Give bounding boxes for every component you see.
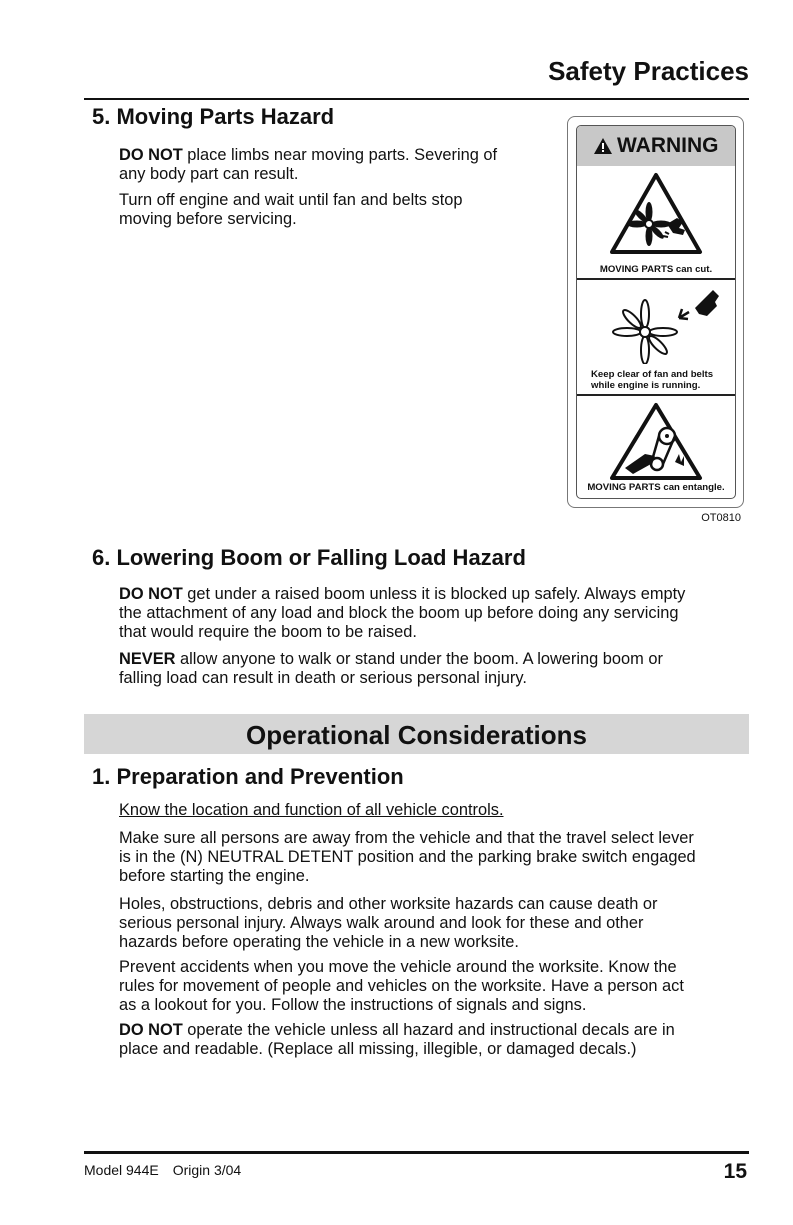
header-rule (84, 98, 749, 100)
text-line: operate the vehicle unless all hazard and instructional decals are in (182, 1021, 675, 1039)
band-title: Operational Considerations (246, 720, 587, 750)
preparation-paragraph-4 (119, 958, 684, 1015)
decal-panel-divider (577, 278, 735, 280)
decal-caption-keep-clear-2: while engine is running. (591, 380, 701, 391)
decal-caption-cut: MOVING PARTS can cut. (599, 264, 713, 275)
warning-decal-inner (576, 125, 736, 499)
belt-entangle-hand-icon (609, 402, 703, 482)
text-line: as a lookout for you. Follow the instructions of signals and signs. (119, 996, 587, 1014)
footer-info (84, 1162, 255, 1178)
moving-parts-paragraph-1 (119, 146, 497, 184)
text-line: place and readable. (Replace all missing, illegible, or damaged decals.) (119, 1040, 637, 1058)
text-line: any body part can result. (119, 165, 299, 183)
warning-decal (567, 116, 744, 508)
footer-rule (84, 1151, 749, 1154)
page-number: 15 (723, 1160, 747, 1183)
text-line: moving before servicing. (119, 210, 297, 228)
preparation-paragraph-3 (119, 895, 657, 952)
section-heading-preparation: 1. Preparation and Prevention (92, 764, 404, 789)
preparation-paragraph-5 (119, 1021, 675, 1059)
decal-caption-entangle: MOVING PARTS can entangle. (587, 482, 725, 493)
text-line: falling load can result in death or serious personal injury. (119, 669, 527, 687)
preparation-paragraph-1: Know the location and function of all vehicle controls. (119, 801, 504, 819)
fan-keep-clear-icon (607, 284, 727, 364)
footer-origin: Origin 3/04 (172, 1162, 242, 1178)
text-line: hazards before operating the vehicle in a new worksite. (119, 933, 519, 951)
never-emphasis: NEVER (119, 650, 176, 668)
decal-panel-divider (577, 394, 735, 396)
lowering-boom-paragraph-2 (119, 650, 663, 688)
warning-label: WARNING (617, 134, 719, 157)
warning-triangle-icon (593, 137, 613, 155)
do-not-emphasis: DO NOT (119, 146, 183, 164)
fan-blade-cut-hand-icon (609, 172, 703, 256)
lowering-boom-paragraph-1 (119, 585, 685, 642)
section-heading-moving-parts: 5. Moving Parts Hazard (92, 104, 335, 129)
text-line: place limbs near moving parts. Severing of (182, 146, 498, 164)
text-line: get under a raised boom unless it is blocked up safely. Always empty (182, 585, 686, 603)
text-line: serious personal injury. Always walk around and look for these and other (119, 914, 644, 932)
text-line: is in the (N) NEUTRAL DETENT position and the parking brake switch engaged (119, 848, 696, 866)
text-line: that would require the boom to be raised. (119, 623, 417, 641)
moving-parts-paragraph-2 (119, 191, 463, 229)
text-line: before starting the engine. (119, 867, 310, 885)
text-line: Prevent accidents when you move the vehicle around the worksite. Know the (119, 958, 677, 976)
preparation-paragraph-2 (119, 829, 696, 886)
footer-model: Model 944E (84, 1162, 159, 1178)
do-not-emphasis: DO NOT (119, 585, 183, 603)
text-line: Holes, obstructions, debris and other worksite hazards can cause death or (119, 895, 658, 913)
do-not-emphasis: DO NOT (119, 1021, 183, 1039)
section-heading-lowering-boom: 6. Lowering Boom or Falling Load Hazard (92, 545, 526, 570)
text-line: rules for movement of people and vehicles on the worksite. Have a person act (119, 977, 684, 995)
warning-header-bar (577, 126, 735, 166)
decal-code: OT0810 (701, 512, 741, 524)
decal-caption-keep-clear-1: Keep clear of fan and belts (591, 369, 714, 380)
text-line: allow anyone to walk or stand under the boom. A lowering boom or (175, 650, 663, 668)
text-line: Turn off engine and wait until fan and belts stop (119, 191, 463, 209)
page-header-title: Safety Practices (548, 56, 749, 86)
text-line: Make sure all persons are away from the vehicle and that the travel select lever (119, 829, 694, 847)
text-line: the attachment of any load and block the boom up before doing any servicing (119, 604, 679, 622)
